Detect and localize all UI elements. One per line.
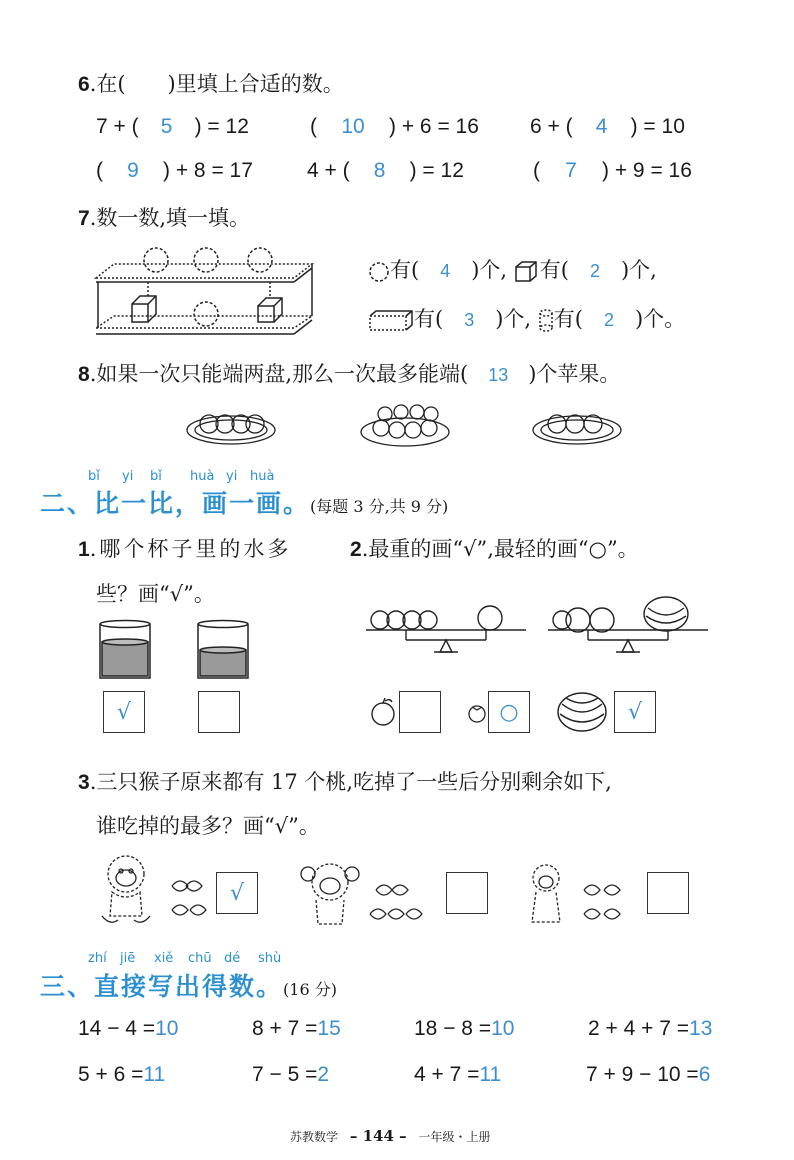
calc-item: 18 − 8 =10 [414, 1017, 515, 1040]
s2q3-prompt-line2: 谁吃掉的最多？画“√”。 [96, 814, 320, 838]
answer-field[interactable]: 13 [488, 365, 509, 385]
calc-item: 4 + 7 =11 [414, 1063, 502, 1086]
q6-item: ( 9 ) + 8 = 17 [96, 159, 253, 182]
calc-item: 14 − 4 =10 [78, 1017, 179, 1040]
q6-item: ( 7 ) + 9 = 16 [533, 159, 692, 182]
q7-prompt: 7.数一数,填一填。 [78, 206, 251, 230]
answer-box[interactable]: √ [103, 691, 145, 733]
q6-prompt: 6.在( )里填上合适的数。 [78, 72, 344, 96]
answer-box[interactable]: √ [614, 691, 656, 733]
calc-item: 8 + 7 =15 [252, 1017, 341, 1040]
answer-field[interactable]: 5 [160, 115, 173, 138]
answer-field[interactable]: 13 [689, 1017, 713, 1040]
apple-plate-illustration [185, 400, 655, 450]
cylinder-icon [538, 308, 554, 334]
sphere-icon [368, 261, 390, 283]
answer-field[interactable]: 11 [143, 1063, 166, 1086]
monkey-peach-illustration [96, 852, 696, 932]
answer-box[interactable] [198, 691, 240, 733]
s2q2-prompt: 2.最重的画“√”,最轻的画“○”。 [350, 537, 639, 561]
s2q1-prompt-line2: 些？画“√”。 [96, 582, 215, 606]
calc-item: 7 + 9 − 10 =6 [586, 1063, 711, 1086]
answer-field[interactable]: 2 [317, 1063, 330, 1086]
q7-count-cuboid: 有( 3 )个, 有( 2 )个。 [368, 303, 685, 334]
answer-box[interactable] [647, 872, 689, 914]
answer-box[interactable] [399, 691, 441, 733]
s2q1-prompt-line1: 1.哪个杯子里的水多 [78, 537, 292, 561]
apple-icon [368, 698, 398, 726]
calc-item: 7 − 5 =2 [252, 1063, 330, 1086]
answer-field[interactable]: 3 [464, 310, 475, 330]
calc-item: 5 + 6 =11 [78, 1063, 166, 1086]
cuboid-icon [368, 310, 414, 332]
page-number: – 144 – [349, 1127, 407, 1145]
cube-icon [514, 261, 540, 283]
q6-item: 4 + ( 8 ) = 12 [307, 159, 464, 182]
calc-item: 2 + 4 + 7 =13 [588, 1017, 713, 1040]
watermelon-icon [554, 690, 614, 734]
answer-field[interactable]: 7 [565, 159, 577, 182]
answer-box[interactable]: √ [216, 872, 258, 914]
answer-field[interactable]: 9 [127, 159, 139, 182]
answer-field[interactable]: 2 [589, 261, 600, 281]
answer-field[interactable]: 10 [341, 115, 365, 138]
q8-prompt: 8.如果一次只能端两盘,那么一次最多能端( 13 )个苹果。 [78, 362, 621, 386]
answer-field[interactable]: 4 [440, 261, 451, 281]
tomato-icon [466, 702, 488, 724]
answer-box[interactable] [446, 872, 488, 914]
answer-box[interactable]: ○ [488, 691, 530, 733]
answer-field[interactable]: 4 [595, 115, 608, 138]
q6-item: 6 + ( 4 ) = 10 [530, 115, 685, 138]
answer-field[interactable]: 2 [603, 310, 614, 330]
q6-item: ( 10 ) + 6 = 16 [310, 115, 479, 138]
section2-title: 二、比一比，画一画。(每题 3 分,共 9 分) [40, 489, 449, 518]
answer-field[interactable]: 10 [155, 1017, 179, 1040]
section3-title: 三、直接写出得数。(16 分) [40, 972, 337, 1001]
balance-scale-illustration [366, 596, 716, 660]
cup-illustration [98, 620, 258, 680]
q7-count-sphere: 有( 4 )个, 有( 2 )个, [368, 254, 657, 284]
answer-field[interactable]: 15 [317, 1017, 341, 1040]
answer-field[interactable]: 8 [373, 159, 386, 182]
s2q3-prompt-line1: 3.三只猴子原来都有 17 个桃,吃掉了一些后分别剩余如下, [78, 770, 612, 794]
shelf-illustration [94, 242, 324, 342]
q6-item: 7 + ( 5 ) = 12 [96, 115, 249, 138]
answer-field[interactable]: 11 [479, 1063, 502, 1086]
page-footer: 苏教数学 – 144 – 一年级・上册 [290, 1127, 491, 1145]
answer-field[interactable]: 6 [698, 1063, 711, 1086]
answer-field[interactable]: 10 [491, 1017, 515, 1040]
